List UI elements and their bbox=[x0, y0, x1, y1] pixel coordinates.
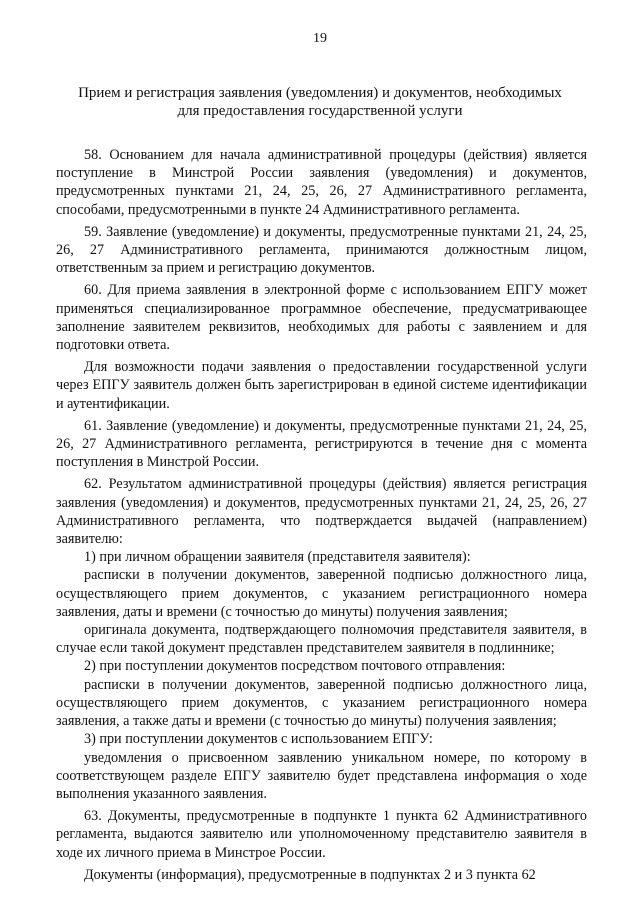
section-title bbox=[60, 84, 580, 120]
list-item-62-2-receipt: расписки в получении документов, заверенной подписью должностного лица, осуществляющего прием документов, с указанием регистрационного номера заявления, а также даты и времени (с точностью до минуты) получения заявления; bbox=[56, 676, 587, 730]
document-body bbox=[56, 146, 587, 888]
paragraph-61: 61. Заявление (уведомление) и документы, предусмотренные пунктами 21, 24, 25, 26, 27 Административного регламента, регистрируются в течение дня с момента поступления в Минстрой России. bbox=[56, 417, 587, 471]
paragraph-62: 62. Результатом административной процедуры (действия) является регистрация заявления (уведомления) и документов, предусмотренных пунктами 21, 24, 25, 26, 27 Административного регламента, что подтверждается выдачей (направлением) заявителю: bbox=[56, 476, 587, 548]
paragraph-58: 58. Основанием для начала административной процедуры (действия) является поступление в Минстрой России заявления (уведомления) и документов, предусмотренных пунктами 21, 24, 25, 26, 27 Административного регламента, способами, предусмотренными в пункте 24 Административного регламента. bbox=[56, 147, 587, 218]
paragraph-63-continued: Документы (информация), предусмотренные в подпунктах 2 и 3 пункта 62 bbox=[84, 866, 536, 883]
paragraph-60: 60. Для приема заявления в электронной форме с использованием ЕПГУ может применяться специализированное программное обеспечение, предусматривающее заполнение заявителем реквизитов, необходимых для работы с заявлением и для подготовки ответа. bbox=[56, 282, 587, 354]
page-number: 19 bbox=[313, 31, 327, 46]
list-item-62-1-original: оригинала документа, подтверждающего полномочия представителя заявителя, в случае если такой документ представлен представителем заявителя в подлиннике; bbox=[56, 622, 587, 657]
list-item-62-1-receipt: расписки в получении документов, заверенной подписью должностного лица, осуществляющего прием документов, с указанием регистрационного номера заявления, даты и времени (с точностью до минуты) получения заявления; bbox=[56, 567, 587, 620]
section-title-line-2: для предоставления государственной услуги bbox=[177, 103, 463, 119]
list-item-62-2: 2) при поступлении документов посредством почтового отправления: bbox=[84, 658, 506, 675]
list-item-62-1: 1) при личном обращении заявителя (представителя заявителя): bbox=[84, 549, 471, 566]
section-title-line-1: Прием и регистрация заявления (уведомления) и документов, необходимых bbox=[78, 85, 562, 101]
paragraph-60-esia: Для возможности подачи заявления о предоставлении государственной услуги через ЕПГУ заявитель должен быть зарегистрирован в единой системе идентификации и аутентификации. bbox=[56, 359, 587, 412]
list-item-62-3-notification: уведомления о присвоенном заявлению уникальном номере, по которому в соответствующем разделе ЕПГУ заявителю будет представлена информация о ходе выполнения указанного заявления. bbox=[56, 749, 587, 802]
list-item-62-3: 3) при поступлении документов с использованием ЕПГУ: bbox=[84, 731, 433, 748]
paragraph-63: 63. Документы, предусмотренные в подпункте 1 пункта 62 Административного регламента, выдаются заявителю или уполномоченному представителю заявителя в ходе их личного приема в Минстрое России. bbox=[56, 808, 587, 861]
paragraph-59: 59. Заявление (уведомление) и документы, предусмотренные пунктами 21, 24, 25, 26, 27 Административного регламента, принимаются должностным лицом, ответственным за прием и регистрацию документов. bbox=[56, 223, 587, 277]
